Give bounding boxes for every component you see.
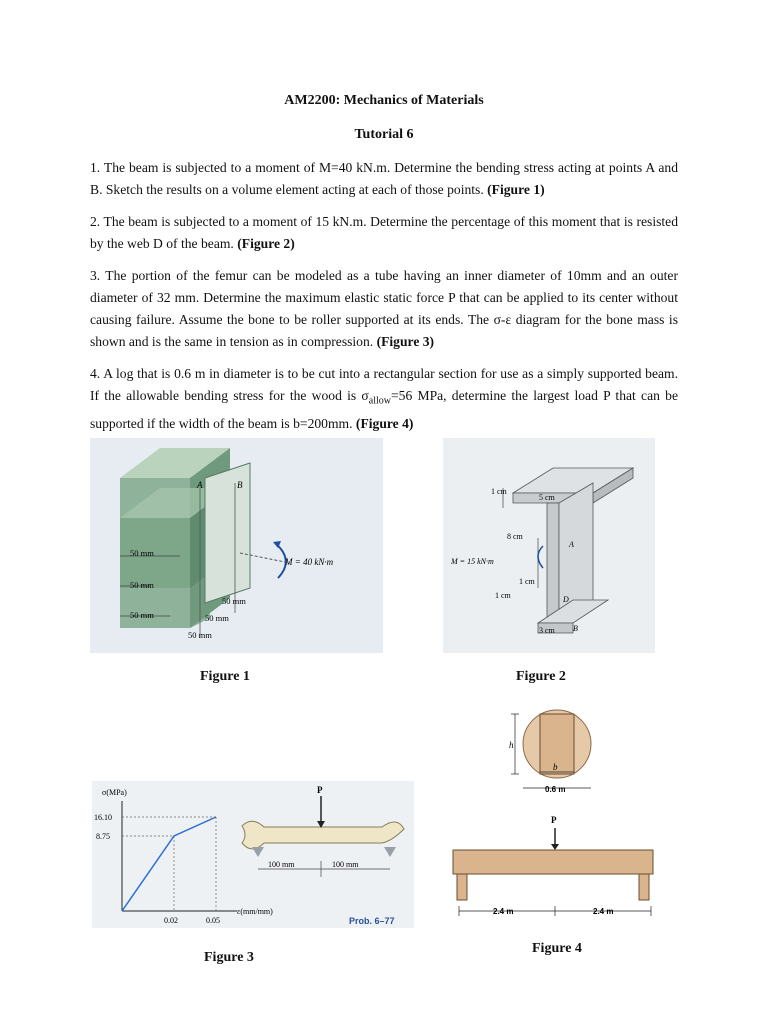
fig3-load: P [317, 785, 323, 795]
fig4-h: h [509, 740, 514, 750]
figure-1 [90, 438, 383, 653]
fig3-xlabel: ε(mm/mm) [237, 907, 273, 916]
fig3-x1: 0.02 [164, 916, 178, 925]
fig2-bot-flange: 1 cm [495, 591, 511, 600]
fig1-moment: M = 40 kN·m [285, 557, 334, 567]
figure-3-caption: Figure 3 [204, 950, 254, 965]
fig3-prob: Prob. 6–77 [349, 916, 395, 926]
problem-3 [90, 265, 678, 353]
fig3-span2: 100 mm [332, 860, 359, 869]
fig3-y1: 16.10 [94, 813, 112, 822]
fig2-moment: M = 15 kN·m [451, 557, 494, 566]
fig2-flange-thk: 1 cm [491, 487, 507, 496]
problem-1 [90, 157, 678, 201]
fig1-dim-4: 50 mm [222, 596, 246, 606]
fig4-dia: 0.6 m [545, 785, 566, 794]
fig1-dim-3: 50 mm [130, 610, 154, 620]
fig1-label-b: B [237, 480, 243, 490]
problem-4-text-b: =56 MPa, determine the largest load P that can be supported if the width of the beam is b=200mm. [90, 388, 678, 431]
problem-1-ref: (Figure 1) [487, 182, 545, 197]
fig4-load: P [551, 815, 557, 825]
fig2-bot-w: 3 cm [539, 626, 555, 635]
problem-3-ref: (Figure 3) [376, 334, 435, 349]
tutorial-title: Tutorial 6 [354, 127, 414, 142]
problem-4 [90, 363, 678, 435]
fig1-dim-1: 50 mm [130, 548, 154, 558]
problem-4-subscript: allow [368, 395, 391, 407]
problem-4-ref: (Figure 4) [355, 415, 414, 431]
fig4-span1: 2.4 m [493, 907, 514, 916]
figure-4 [445, 706, 665, 931]
fig2-web-thk: 1 cm [519, 577, 535, 586]
figure-3 [92, 781, 414, 928]
problem-2-ref: (Figure 2) [237, 236, 295, 251]
problem-1-text: 1. The beam is subjected to a moment of M=40 kN.m. Determine the bending stress acting at points A and B. Sketch the results on a volume element acting at each of those points. [90, 160, 678, 197]
problem-4-text-a: 4. A log that is 0.6 m in diameter is to be cut into a rectangular section for use as a simply supported beam. If the allowable bending stress for the wood is σ [90, 366, 678, 403]
fig4-span2: 2.4 m [593, 907, 614, 916]
figure-2-drawing [443, 438, 655, 653]
fig1-dim-6: 50 mm [188, 630, 212, 640]
figure-2-caption: Figure 2 [516, 669, 566, 684]
fig2-label-d: D [563, 595, 569, 604]
fig1-label-a: A [197, 480, 203, 490]
problem-2-text: 2. The beam is subjected to a moment of 15 kN.m. Determine the percentage of this moment that is resisted by the web D of the beam. [90, 214, 678, 251]
fig1-dim-2: 50 mm [130, 580, 154, 590]
fig3-y2: 8.75 [96, 832, 110, 841]
course-title: AM2200: Mechanics of Materials [284, 93, 484, 108]
fig2-web-h: 8 cm [507, 532, 523, 541]
fig3-span1: 100 mm [268, 860, 295, 869]
fig3-x2: 0.05 [206, 916, 220, 925]
figure-4-caption: Figure 4 [532, 941, 582, 956]
fig2-label-a: A [569, 540, 574, 549]
figure-1-drawing [90, 438, 383, 653]
figure-2 [443, 438, 655, 653]
fig2-label-b: B [573, 624, 578, 633]
problem-3-text: 3. The portion of the femur can be modeled as a tube having an inner diameter of 10mm and an outer diameter of 32 mm. Determine the maximum elastic static force P that can be applied to its center without causing failure. Assume the bone to be roller supported at its ends. The σ-ε diagram for the bone mass is shown and is the same in tension as in compression. [90, 268, 678, 349]
fig2-flange-w: 5 cm [539, 493, 555, 502]
figure-1-caption: Figure 1 [200, 669, 250, 684]
fig4-b: b [553, 762, 558, 772]
figure-3-drawing [92, 781, 414, 928]
fig3-ylabel: σ(MPa) [102, 788, 127, 797]
problem-2 [90, 211, 678, 255]
figure-4-drawing [445, 706, 665, 931]
fig1-dim-5: 50 mm [205, 613, 229, 623]
